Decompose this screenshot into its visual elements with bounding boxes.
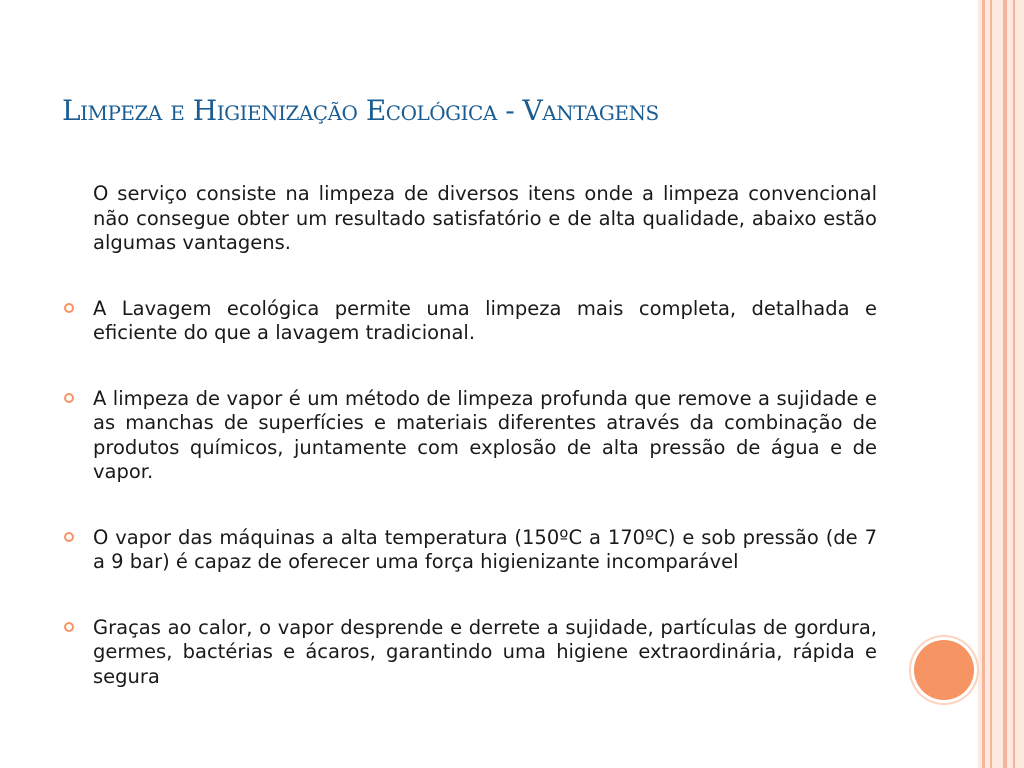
intro-paragraph: O serviço consiste na limpeza de diversos itens onde a limpeza convencional não consegue obter um resultado satisfatório e de alta qualidade, abaixo estão algumas vantagens. xyxy=(93,182,877,254)
ring-bullet-icon xyxy=(64,622,74,632)
list-item xyxy=(64,526,877,575)
list-item xyxy=(64,297,877,346)
side-stripe xyxy=(1003,0,1007,768)
list-item xyxy=(64,616,877,690)
list-item-text: A Lavagem ecológica permite uma limpeza mais completa, detalhada e eficiente do que a lavagem tradicional. xyxy=(93,296,877,344)
side-stripe xyxy=(990,0,992,768)
list-item-text: O vapor das máquinas a alta temperatura (150ºC a 170ºC) e sob pressão (de 7 a 9 bar) é capaz de oferecer uma força higienizante incomparável xyxy=(93,525,877,573)
slide-body xyxy=(64,182,877,689)
ring-bullet-icon xyxy=(64,393,74,403)
list-item xyxy=(64,387,877,485)
list-item-text: A limpeza de vapor é um método de limpeza profunda que remove a sujidade e as manchas de superfícies e materiais diferentes através da combinação de produtos químicos, juntamente com explosão de alta pressão de água e de vapor. xyxy=(93,386,877,483)
ring-bullet-icon xyxy=(64,532,74,542)
orange-circle-decoration xyxy=(914,640,974,700)
list-item-text: Graças ao calor, o vapor desprende e derrete a sujidade, partículas de gordura, germes, bactérias e ácaros, garantindo uma higiene extraordinária, rápida e segura xyxy=(93,615,877,688)
ring-bullet-icon xyxy=(64,303,74,313)
side-stripe xyxy=(982,0,985,768)
side-stripe xyxy=(1013,0,1015,768)
slide-title: Limpeza e Higienização Ecológica - Vantagens xyxy=(62,94,659,127)
